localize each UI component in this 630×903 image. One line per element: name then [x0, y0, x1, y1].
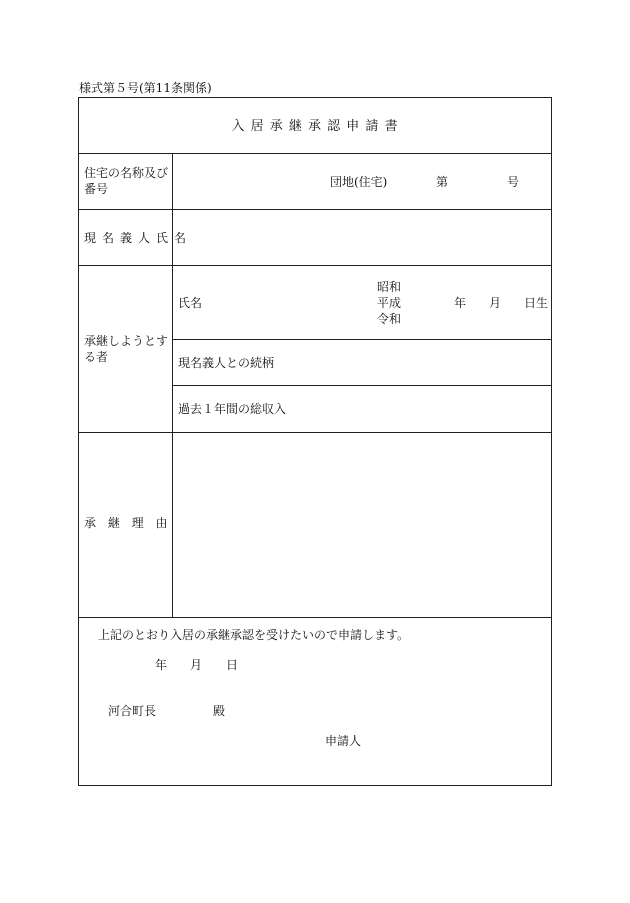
successor-name-field[interactable] — [205, 266, 370, 339]
application-day-field[interactable] — [205, 652, 225, 674]
relationship-field[interactable] — [280, 340, 550, 385]
applicant-label: 申請人 — [325, 734, 362, 748]
era-showa: 昭和 — [377, 280, 402, 294]
application-day-label: 日 — [226, 658, 239, 672]
dai-label: 第 — [436, 175, 449, 189]
successor-label-line2: る者 — [84, 350, 109, 364]
current-tenant-label: 現名義人氏名 — [84, 231, 193, 245]
birth-year-label: 年 — [454, 296, 467, 310]
housing-name-field[interactable] — [173, 154, 323, 209]
applicant-field[interactable] — [365, 728, 545, 752]
birth-month-field[interactable] — [468, 290, 488, 312]
era-reiwa: 令和 — [377, 312, 402, 326]
era-heisei: 平成 — [377, 296, 402, 310]
danchi-label: 団地(住宅) — [330, 175, 388, 189]
birth-day-label: 日生 — [524, 296, 549, 310]
housing-number-field[interactable] — [452, 154, 504, 209]
go-label: 号 — [507, 175, 520, 189]
current-tenant-field[interactable] — [173, 210, 551, 265]
application-month-field[interactable] — [170, 652, 187, 674]
relationship-label: 現名義人との続柄 — [178, 356, 275, 370]
housing-label-line1: 住宅の名称及び — [84, 166, 169, 180]
application-year-field[interactable] — [120, 652, 152, 674]
form-number: 様式第５号(第11条関係) — [79, 81, 212, 95]
honorific: 殿 — [213, 704, 226, 718]
income-label: 過去１年間の総収入 — [178, 402, 287, 416]
addressee: 河合町長 — [108, 704, 157, 718]
reason-label: 承 継 理 由 — [84, 516, 172, 530]
form-title: 入 居 承 継 承 認 申 請 書 — [231, 119, 399, 134]
building-field[interactable] — [395, 154, 431, 209]
reason-field[interactable] — [173, 433, 551, 617]
birth-day-field[interactable] — [503, 290, 523, 312]
successor-label-line1: 承継しようとす — [84, 334, 169, 348]
housing-label-line2: 番号 — [84, 182, 109, 196]
application-year-label: 年 — [155, 658, 168, 672]
application-month-label: 月 — [190, 658, 203, 672]
birth-year-field[interactable] — [410, 290, 450, 312]
declaration-statement: 上記のとおり入居の承継承認を受けたいので申請します。 — [98, 628, 410, 642]
income-field[interactable] — [290, 386, 550, 432]
birth-month-label: 月 — [489, 296, 502, 310]
successor-name-label: 氏名 — [178, 296, 203, 310]
